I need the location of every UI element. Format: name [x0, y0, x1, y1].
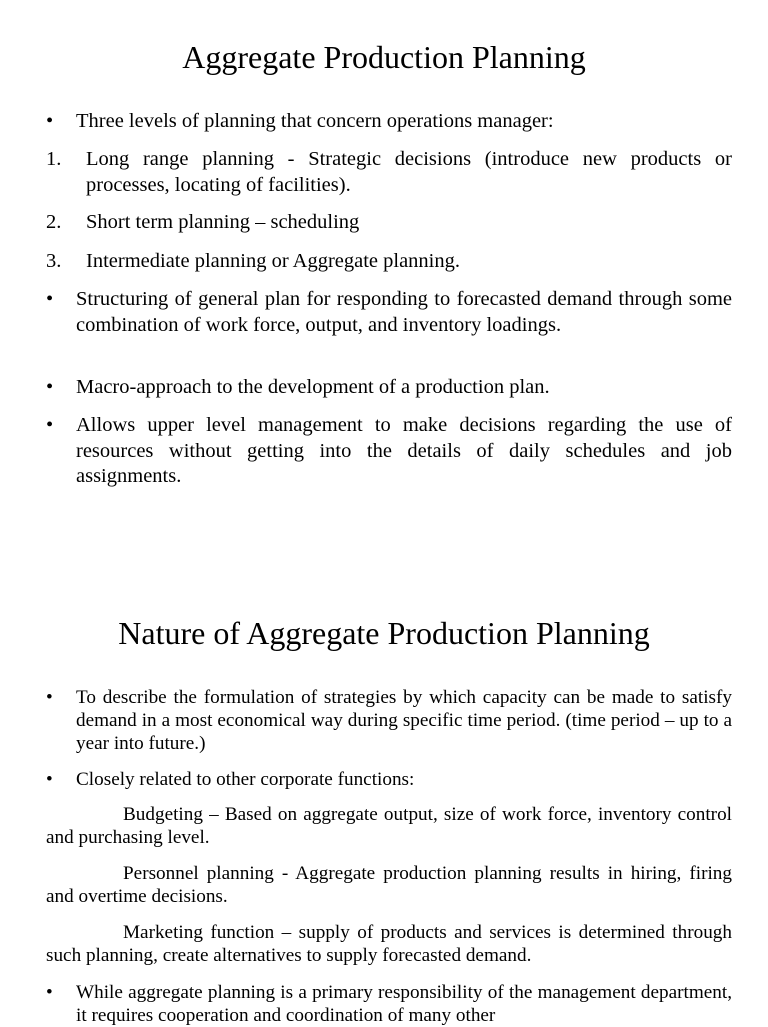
function-budgeting: Budgeting – Based on aggregate output, size of work force, inventory control and purchasing level.: [46, 804, 732, 848]
slide2-title: Nature of Aggregate Production Planning: [118, 615, 650, 651]
bullet-text: Allows upper level management to make decisions regarding the use of resources without getting into the details of daily schedules and job assignments.: [76, 414, 732, 487]
slide2-bullet-2: [46, 768, 732, 791]
bullet-marker: •: [46, 110, 54, 132]
bullet-marker: •: [46, 376, 54, 398]
bullet-text: Closely related to other corporate functions:: [76, 769, 415, 790]
function-marketing: Marketing function – supply of products and services is determined through such planning, create alternatives to supply forecasted demand.: [46, 922, 732, 966]
level-text: Intermediate planning or Aggregate planning.: [86, 250, 461, 272]
function-personnel-planning: Personnel planning - Aggregate production planning results in hiring, firing and overtime decisions.: [46, 863, 732, 907]
bullet-text: To describe the formulation of strategies by which capacity can be made to satisfy demand in a most economical way during specific time period. (time period – up to a year into future.): [76, 687, 732, 754]
bullet-marker: •: [46, 687, 53, 708]
slide2-bullet-3: [46, 981, 732, 1027]
bullet-text: Macro-approach to the development of a production plan.: [76, 376, 550, 398]
slide1-bullet-1: [46, 287, 732, 338]
level-text: Short term planning – scheduling: [86, 211, 360, 233]
bullet-text: Three levels of planning that concern operations manager:: [76, 110, 554, 132]
bullet-marker: •: [46, 288, 54, 310]
slide1-bullet-3: [46, 413, 732, 490]
level-item-3: [46, 249, 732, 275]
bullet-marker: •: [46, 414, 54, 436]
slide2-bullet-1: [46, 686, 732, 755]
bullet-text: Structuring of general plan for responding to forecasted demand through some combination of work force, output, and inventory loadings.: [76, 288, 732, 336]
slide1-intro-bullet: [46, 109, 732, 135]
level-item-1: [46, 147, 732, 198]
slide1-bullet-2: [46, 375, 732, 401]
bullet-marker: •: [46, 769, 53, 790]
bullet-text: While aggregate planning is a primary responsibility of the management department, it requires cooperation and coordination of many other: [76, 982, 732, 1026]
level-item-2: [46, 210, 732, 236]
level-number: 2.: [46, 211, 62, 233]
level-number: 3.: [46, 250, 62, 272]
level-text: Long range planning - Strategic decisions (introduce new products or processes, locating of facilities).: [86, 148, 732, 196]
bullet-marker: •: [46, 982, 53, 1003]
level-number: 1.: [46, 148, 62, 170]
slide1-title: Aggregate Production Planning: [182, 39, 586, 75]
